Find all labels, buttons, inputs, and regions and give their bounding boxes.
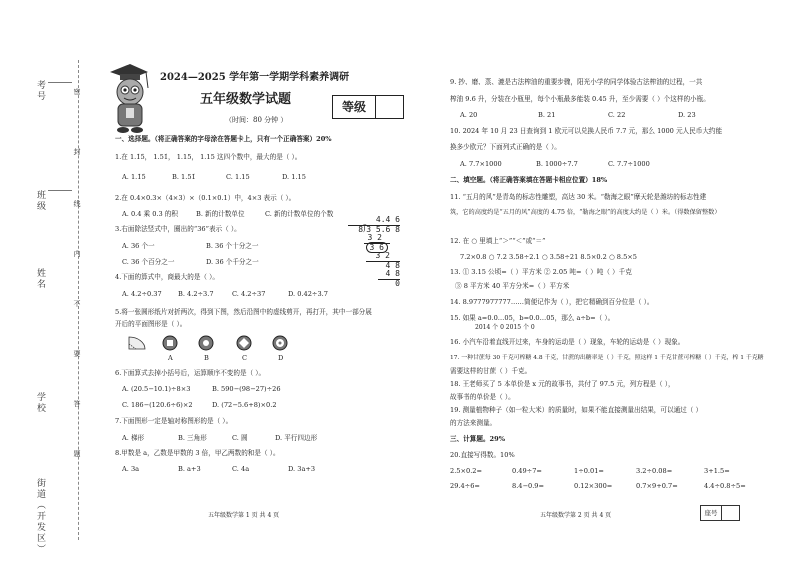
q2-opt-b: B. 新的计数单位 (196, 210, 245, 218)
calc-item: 0.49÷7= (512, 467, 542, 475)
q1-opt-b: B. 1.51̇ (172, 173, 196, 181)
exam-time: （时间：80 分钟 ） (225, 116, 288, 124)
q6: 6.下面算式去掉小括号后，运算顺序不变的是（ ）。 (115, 369, 266, 377)
option-a-shape-icon (162, 335, 178, 351)
q10-line2: 换多少欧元？下面列式正确的是（ ）。 (450, 143, 561, 151)
seal-word: 不 (73, 300, 81, 309)
q2-opt-a: A. 0.4 乘 0.3 的积 (122, 210, 178, 218)
seal-word: 线 (73, 200, 81, 209)
label-district: 街道（开发区） (35, 478, 45, 555)
division-remainder: 0 (378, 279, 400, 289)
calc-item: 3+1.5= (704, 467, 730, 475)
q4-opt-b: B. 4.2÷3.7 (178, 290, 214, 298)
q8-opt-c: C. 4a (232, 465, 250, 473)
q5-opt-b: B (204, 354, 209, 362)
scholar-mascot-icon (106, 60, 150, 140)
q6-opt-d: D. (72−5.6+8)×0.2 (212, 401, 277, 409)
q4-opt-d: D. 0.42÷3.7 (288, 290, 328, 298)
calc-item: 1÷0.01= (574, 467, 604, 475)
q4-opt-a: A. 4.2÷0.37 (122, 290, 162, 298)
q9-opt-c: C. 22 (608, 111, 626, 119)
label-name: 姓名 (35, 268, 45, 290)
division-step: 4 8 (366, 261, 400, 271)
label-exam-number: 考号 (35, 80, 45, 102)
division-quotient: 4.4 6 (375, 215, 400, 224)
q3-opt-a: A. 36 个一 (122, 242, 155, 250)
seat-number-label: 座号 (701, 506, 722, 520)
q10-opt-a: A. 7.7×1000 (460, 160, 502, 168)
seal-word: 题 (73, 450, 81, 459)
footer-left: 五年级数学第 1 页 共 4 页 (208, 512, 280, 519)
q7-opt-b: B. 三角形 (178, 434, 207, 442)
seal-word: 内 (73, 250, 81, 259)
q18-line1: 18. 王老师买了 5 本单价是 x 元的故事书，共付了 97.5 元，列方程是（ ）， (450, 380, 675, 388)
q11-line2: 筑，它的高度约是“五月的风”高度的 4.75 倍，“勒海之眼”的高度大约是（ ）米。（得数保留整数） (450, 209, 721, 216)
calc-item: 0.12×300= (574, 482, 613, 490)
binding-strip (0, 0, 92, 561)
q8: 8.甲数是 a，乙数是甲数的 3 倍，甲乙两数的和是（ ）。 (115, 449, 280, 457)
seal-word: 要 (73, 350, 81, 359)
grade-label: 等级 (333, 96, 376, 118)
q10-line1: 10. 2024 年 10 月 23 日查询到 1 欧元可以兑换人民币 7.7 元，那么 1000 元人民币大约能 (450, 127, 723, 135)
seal-word: 封 (73, 148, 81, 157)
division-dividend: 8⟌3 5.6 8 (348, 225, 400, 235)
q9-line1: 9. 抄、磨、蒸、漉是古法榨油的重要步骤，阳光小学的同学体验古法榨油的过程，一共 (450, 78, 703, 86)
q9-opt-b: B. 21 (538, 111, 556, 119)
q3-opt-b: B. 36 个十分之一 (206, 242, 259, 250)
q8-opt-b: B. a+3 (178, 465, 201, 473)
q7-opt-a: A. 梯形 (122, 434, 145, 442)
q2-opt-c: C. 新的计数单位的个数 (265, 210, 334, 218)
calc-item: 29.4÷6= (450, 482, 480, 490)
section1-heading: 一、选择题。（将正确答案的字母涂在答题卡上，只有一个正确答案）20% (115, 135, 332, 143)
seal-word: 密 (73, 88, 81, 97)
exam-title: 2024—2025 学年第一学期学科素养调研 (160, 72, 350, 83)
q17-line2: 需要这样的甘蔗（ ）千克。 (450, 367, 532, 375)
q16: 16. 小汽车沿着直线开过来，车身的运动是（ ）现象，车轮的运动是（ ）现象。 (450, 338, 685, 346)
option-b-shape-icon (198, 335, 214, 351)
q11-line1: 11. “五月的风”是青岛的标志性雕塑，高达 30 米。“勒海之眼”摩天轮是潍坊的标志性建 (450, 193, 707, 201)
q10-opt-b: B. 1000÷7.7 (536, 160, 578, 168)
q20: 20.直接写得数。10% (450, 451, 515, 459)
q1-opt-d: D. 1.15 (282, 173, 306, 181)
field-line-exam (48, 82, 72, 83)
q8-opt-a: A. 3a (122, 465, 140, 473)
field-line-class (48, 190, 72, 191)
q4-opt-c: C. 4.2÷37 (232, 290, 266, 298)
division-circled-36: 3 6 (366, 242, 388, 253)
division-step: 3 2 (367, 233, 382, 242)
q19-line1: 19. 测量植物种子（如一粒大米）的质量时，如果不能直接测量出结果，可以通过（ ） (450, 406, 703, 414)
q3-opt-c: C. 36 个百分之一 (122, 258, 175, 266)
label-class: 班级 (35, 190, 45, 212)
q1-opt-a: A. 1.1̇5̇ (122, 173, 146, 181)
q12: 12. 在 ○ 里填上“＞”“＜”或“＝” (450, 237, 546, 245)
folded-paper-icon (128, 336, 146, 350)
label-school: 学校 (35, 392, 45, 414)
q7-opt-d: D. 平行四边形 (275, 434, 318, 442)
grade-box (332, 95, 404, 119)
q13-line1: 13. ① 3.15 公顷=（ ）平方米 ② 2.05 吨=（ ）吨（ ）千克 (450, 268, 632, 276)
q13-line2: ③ 8 平方米 40 平方分米=（ ）平方米 (455, 282, 570, 290)
q9-line2: 榨油 9.6 升，分装在小瓶里，每个小瓶最多能装 0.45 升，至少需要（ ）个这样的小瓶。 (450, 95, 710, 103)
q7: 7.下面图形一定是轴对称图形的是（ ）。 (115, 417, 233, 425)
q8-opt-d: D. 3a+3 (288, 465, 316, 473)
calc-item: 3.2÷0.08= (636, 467, 673, 475)
q3: 3.右面除法竖式中，圈出的“36”表示（ ）。 (115, 225, 241, 233)
division-step: 3 2 (375, 251, 390, 260)
seal-word: 答 (73, 400, 81, 409)
seat-number-box (700, 505, 740, 521)
q7-opt-c: C. 圆 (232, 434, 248, 442)
footer-right: 五年级数学第 2 页 共 4 页 (540, 512, 612, 519)
q14: 14. 8.9777977777……简便记作为（ ），把它精确到百分位是（ ）。 (450, 298, 654, 306)
q6-opt-c: C. 186−(120.6÷6)×2 (122, 401, 193, 409)
q12-items: 7.2×0.8 ○ 7.2 3.58÷2.1 ○ 3.58÷21 8.5×0.2 ○ 8.5×5 (460, 253, 638, 261)
section3-heading: 三、计算题。29% (450, 435, 506, 443)
q1-opt-c: C. 1.15 (226, 173, 250, 181)
calc-item: 8.4−0.9= (512, 482, 545, 490)
q9-opt-d: D. 23 (678, 111, 696, 119)
q15: 15. 如果 a=0.0…05，b=0.0…05，那么 a÷b=（ ）。 (450, 314, 615, 322)
q5: 5.将一张圆形纸片对折两次，得到下图，然后沿图中的虚线剪开，再打开，其中一部分展开后的平面图形是（ ）。 (115, 308, 372, 328)
q10-opt-c: C. 7.7÷1000 (608, 160, 650, 168)
long-division-figure (338, 216, 400, 288)
q1: 1.在 1.1̇5̇， 1.51̇， 1.15， 1.15 这四个数中，最大的是（ ）。 (115, 153, 302, 161)
q2: 2.在 0.4×0.3×（4×3）×（0.1×0.1）中，4×3 表示（ ）。 (115, 194, 296, 202)
division-step: 4 8 (385, 269, 400, 278)
q3-opt-d: D. 36 个千分之一 (206, 258, 259, 266)
section2-heading: 二、填空题。（将正确答案填在答题卡相应位置）18% (450, 176, 608, 184)
q5-opt-a: A (168, 354, 173, 362)
option-d-shape-icon (272, 335, 288, 351)
q15-note: 2014 个 0 2015 个 0 (475, 324, 535, 331)
q6-opt-b: B. 590−(98−27)÷26 (212, 385, 281, 393)
q17-line1: 17. 一种甘蔗每 30 千克可榨糖 4.8 千克，甘蔗的出糖率是（ ）千克，照这样 1 千克甘蔗可榨糖（ ）千克，榨 1 千克糖 (450, 355, 764, 361)
q5-opt-c: C (242, 354, 248, 362)
option-c-shape-icon (236, 335, 252, 351)
calc-item: 2.5×0.2= (450, 467, 483, 475)
q9-opt-a: A. 20 (460, 111, 478, 119)
calc-item: 0.7×9+0.7= (636, 482, 678, 490)
q19-line2: 的方法来测量。 (450, 419, 497, 427)
q18-line2: 故事书的单价是（ ）。 (450, 393, 515, 401)
q5-opt-d: D (278, 354, 284, 362)
q4: 4.下面的算式中，商最大的是（ ）。 (115, 273, 219, 281)
exam-subtitle: 五年级数学试题 (200, 92, 292, 107)
q6-opt-a: A. (20.5−10.1)÷8×3 (122, 385, 191, 393)
calc-item: 4.4÷0.8÷5= (704, 482, 746, 490)
